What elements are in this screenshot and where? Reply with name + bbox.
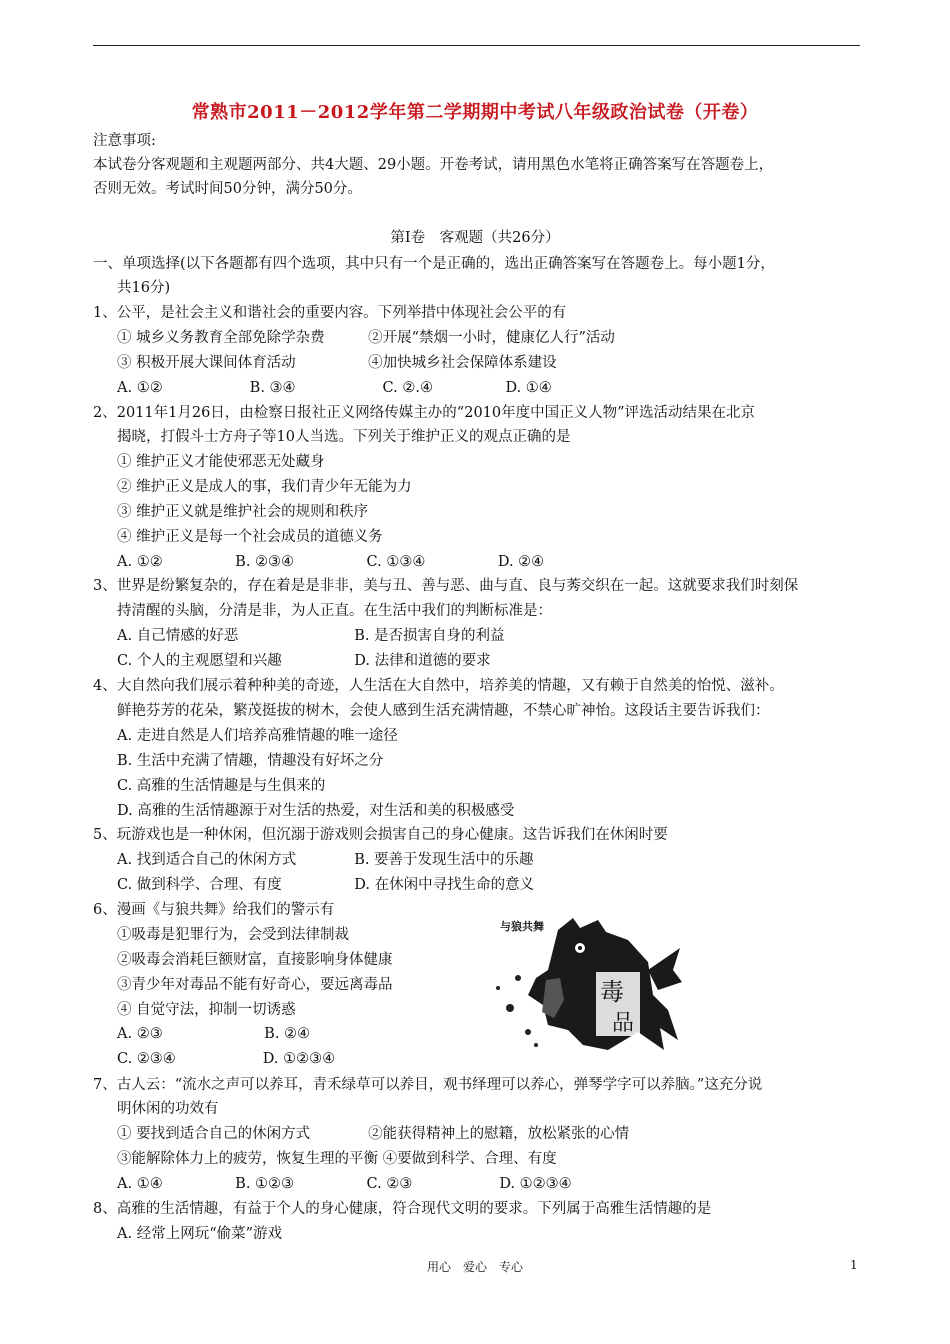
- instruction-line: 一、单项选择(以下各题都有四个选项，其中只有一个是正确的，选出正确答案写在答题卷上。每小题1分，: [93, 256, 775, 272]
- answer-choices: A. ②③ B. ②④: [117, 1026, 311, 1042]
- question-stem: 8、高雅的生活情趣，有益于个人的身心健康，符合现代文明的要求。下列属于高雅生活情趣的是: [93, 1201, 712, 1217]
- question-stem: 1、公平，是社会主义和谐社会的重要内容。下列举措中体现社会公平的有: [93, 305, 567, 321]
- page-footer: 用心 爱心 专心: [426, 1260, 523, 1274]
- question-stem: 持清醒的头脑，分清是非，为人正直。在生活中我们的判断标准是：: [117, 603, 552, 619]
- question-option: ① 维护正义才能使邪恶无处藏身: [117, 454, 325, 470]
- question-stem: 4、大自然向我们展示着种种美的奇迹，人生活在大自然中，培养美的情趣，又有赖于自然美的怡悦、滋补。: [93, 678, 784, 694]
- notice-line: 本试卷分客观题和主观题两部分、共4大题、29小题。开卷考试，请用黑色水笔将正确答案写在答题卷上，: [93, 157, 774, 173]
- comic-label-du: 毒: [600, 978, 624, 1006]
- question-stem: 揭晓，打假斗士方舟子等10人当选。下列关于维护正义的观点正确的是: [117, 429, 571, 445]
- answer-choices: A. ①② B. ③④ C. ②.④ D. ①④: [117, 380, 552, 396]
- answer-choices: C. 做到科学、合理、有度 D. 在休闲中寻找生命的意义: [117, 877, 535, 893]
- question-option: ③ 积极开展大课间体育活动 ④加快城乡社会保障体系建设: [117, 355, 557, 371]
- question-option: ① 要找到适合自己的休闲方式 ②能获得精神上的慰籍，放松紧张的心情: [117, 1126, 630, 1142]
- exam-title: 常熟市2011－2012学年第二学期期中考试八年级政治试卷（开卷）: [191, 102, 759, 123]
- comic-caption: 与狼共舞: [500, 920, 544, 933]
- answer-choice: C. 高雅的生活情趣是与生俱来的: [117, 778, 326, 794]
- page-number: 1: [850, 1258, 858, 1272]
- answer-choice: B. 生活中充满了情趣，情趣没有好坏之分: [117, 753, 384, 769]
- answer-choice: A. 走进自然是人们培养高雅情趣的唯一途径: [117, 728, 398, 744]
- question-stem: 7、古人云：“流水之声可以养耳，青禾绿草可以养目，观书绎理可以养心，弹琴学字可以养脑。”这充分说: [93, 1077, 763, 1093]
- section-title: 第Ⅰ卷 客观题（共26分）: [390, 230, 560, 246]
- answer-choices: A. ①④ B. ①②③ C. ②③ D. ①②③④: [117, 1176, 572, 1192]
- wolf-comic-image: [488, 900, 683, 1065]
- answer-choices: A. 找到适合自己的休闲方式 B. 要善于发现生活中的乐趣: [117, 852, 534, 868]
- answer-choice: D. 高雅的生活情趣源于对生活的热爱，对生活和美的积极感受: [117, 803, 515, 819]
- question-stem: 鲜艳芬芳的花朵，繁茂挺拔的树木，会使人感到生活充满情趣，不禁心旷神怡。这段话主要告诉我们：: [117, 703, 770, 719]
- answer-choices: A. 自己情感的好恶 B. 是否损害自身的利益: [117, 628, 505, 644]
- question-option: ② 维护正义是成人的事，我们青少年无能为力: [117, 479, 412, 495]
- instruction-line: 共16分): [117, 280, 171, 296]
- notice-line: 否则无效。考试时间50分钟，满分50分。: [93, 181, 362, 197]
- question-option: ④ 维护正义是每一个社会成员的道德义务: [117, 529, 383, 545]
- question-option: ②吸毒会消耗巨额财富，直接影响身体健康: [117, 952, 393, 968]
- question-option: ①吸毒是犯罪行为，会受到法律制裁: [117, 927, 349, 943]
- wolf-drawing: [488, 900, 683, 1065]
- question-option: ③能解除体力上的疲劳，恢复生理的平衡 ④要做到科学、合理、有度: [117, 1151, 557, 1167]
- question-stem: 3、世界是纷繁复杂的，存在着是是非非，美与丑、善与恶、曲与直、良与莠交织在一起。这就要求我们时刻保: [93, 578, 799, 594]
- answer-choices: C. 个人的主观愿望和兴趣 D. 法律和道德的要求: [117, 653, 491, 669]
- question-stem: 6、漫画《与狼共舞》给我们的警示有: [93, 902, 335, 918]
- question-stem: 明休闲的功效有: [117, 1101, 219, 1117]
- question-option: ① 城乡义务教育全部免除学杂费 ②开展“禁烟一小时，健康亿人行”活动: [117, 330, 615, 346]
- answer-choices: C. ②③④ D. ①②③④: [117, 1051, 336, 1067]
- answer-choices: A. ①② B. ②③④ C. ①③④ D. ②④: [117, 554, 545, 570]
- header-rule: [93, 45, 860, 46]
- question-option: ③青少年对毒品不能有好奇心，要远离毒品: [117, 977, 393, 993]
- answer-choice: A. 经常上网玩“偷菜”游戏: [117, 1226, 283, 1242]
- question-stem: 5、玩游戏也是一种休闲，但沉溺于游戏则会损害自己的身心健康。这告诉我们在休闲时要: [93, 827, 668, 843]
- question-option: ③ 维护正义就是维护社会的规则和秩序: [117, 504, 369, 520]
- question-stem: 2、2011年1月26日，由检察日报社正义网络传媒主办的“2010年度中国正义人物”评选活动结果在北京: [93, 405, 756, 421]
- notice-heading: 注意事项:: [93, 133, 156, 149]
- question-option: ④ 自觉守法，抑制一切诱惑: [117, 1002, 296, 1018]
- wolf-tail-shape: [648, 948, 682, 990]
- comic-label-pin: 品: [612, 1011, 635, 1036]
